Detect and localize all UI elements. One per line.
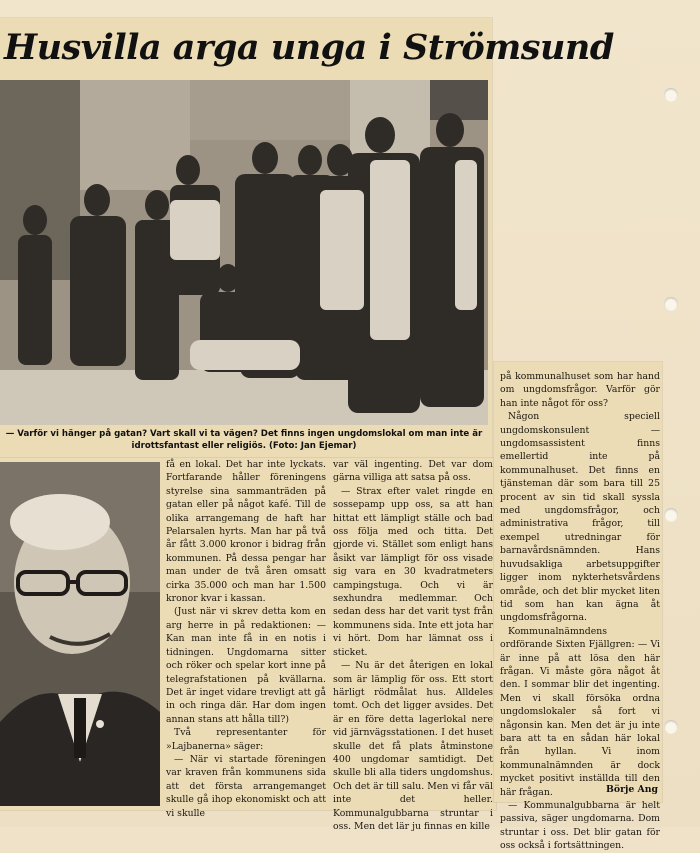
photo-caption: — Varför vi hänger på gatan? Vart skall vi ta vägen? Det finns ingen ungdomslokal om man inte är idrottsfantast eller religiös. (Foto: Jan Ejemar) — [5, 429, 483, 451]
paragraph: — När vi startade föreningen var kraven från kommunens sida att det första arrangemanget skulle gå ihop ekonomiskt och att vi skulle — [166, 753, 326, 819]
byline: Börje Ang — [606, 784, 658, 795]
article-column-1 — [166, 458, 326, 820]
paragraph: på kommunalhuset som har hand om ungdomsfrågor. Varför gör han inte något för oss? — [500, 371, 660, 409]
paragraph: få en lokal. Det har inte lyckats. Fortfarande håller föreningens styrelse sina sammanträden på gatan eller på något kafé. Till de olika arrangemang de haft har Pelarsalen hyrts. Man har på två år fått 3.000 kronor i bidrag från kommunen. På dessa pengar har man under de två åren omsatt cirka 35.000 och man har 1.500 kronor kvar i kassan. — [166, 459, 326, 605]
paragraph: — Nu är det återigen en lokal som är lämplig för oss. Ett stort härligt rödmålat hus. Alldeles tomt. Och det ligger avsides. Det är en före detta lagerlokal nere vid järnvägsstationen. I det huset skulle det få plats åtminstone 400 ungdomar samtidigt. Det skulle bli alla tiders ungdomshus. Och det är till salu. Men vi får väl inte det heller. Kommunalgubbarna struntar i oss. Men det lär ju finnas en kille — [333, 660, 493, 832]
group-photo — [0, 80, 488, 425]
article-column-3 — [500, 370, 660, 853]
punch-hole — [664, 508, 678, 522]
portrait-photo — [0, 462, 160, 806]
paragraph: Kommunalnämndens ordförande Sixten Fjällgren: — Vi är inne på att lösa den här frågan. Vi måste göra något åt den. I sommar blir det ingenting. Men vi skall försöka ordna ungdomslokaler så fort vi någonsin kan. Men det är ju inte bara att ta en sådan här lokal från hyllan. Vi inom kommunalnämnden är dock mycket positivt inställda till den här frågan. — [500, 625, 660, 798]
paragraph: — Strax efter valet ringde en sossepamp upp oss, sa att han hittat ett lämpligt ställe och bad oss följa med och titta. Det gjorde vi. Stället som enligt hans åsikt var lämpligt för oss visade sig vara en 30 kvadratmeters campingstuga. Och vi är sexhundra medlemmar. Och sedan dess har det varit tyst från kommunens sida. Inte ett jota har vi hört. Dom har lämnat oss i sticket. — [333, 485, 493, 658]
article-column-2 — [333, 458, 493, 833]
paragraph: Någon speciell ungdomskonsulent — ungdomsassistent finns emellertid inte på kommunalhuset. Det finns en tjänsteman där som bara till 25 procent av sin tid skall syssla med ungdomsfrågor, och administrativa frågor, till exempel utredningar för barnavårdsnämnden. Hans huvudsakliga arbetsuppgifter ligger inom nykterhetsvårdens område, och det blir mycket liten tid som han kan ägna åt ungdomsfrågorna. — [500, 411, 660, 624]
paragraph: (Just när vi skrev detta kom en arg herre in på redaktionen: — Kan man inte få in en notis i tidningen. Ungdomarna sitter och röker och spelar kort inne på telegrafstationen på kvällarna. Det är inget vidare trevligt att gå in och ringa där. Har dom ingen annan stans att hålla till?) — [166, 606, 326, 725]
punch-hole — [664, 88, 678, 102]
paragraph: var väl ingenting. Det var dom gärna villiga att satsa på oss. — [333, 459, 493, 484]
punch-hole — [664, 297, 678, 311]
paragraph: Två representanter för »Lajbanerna» säger: — [166, 727, 326, 752]
paragraph: — Kommunalgubbarna är helt passiva, säger ungdomarna. Dom struntar i oss. Det blir gatan för oss också i fortsättningen. — [500, 800, 660, 852]
punch-hole — [664, 720, 678, 734]
headline: Husvilla arga unga i Strömsund — [4, 27, 614, 68]
